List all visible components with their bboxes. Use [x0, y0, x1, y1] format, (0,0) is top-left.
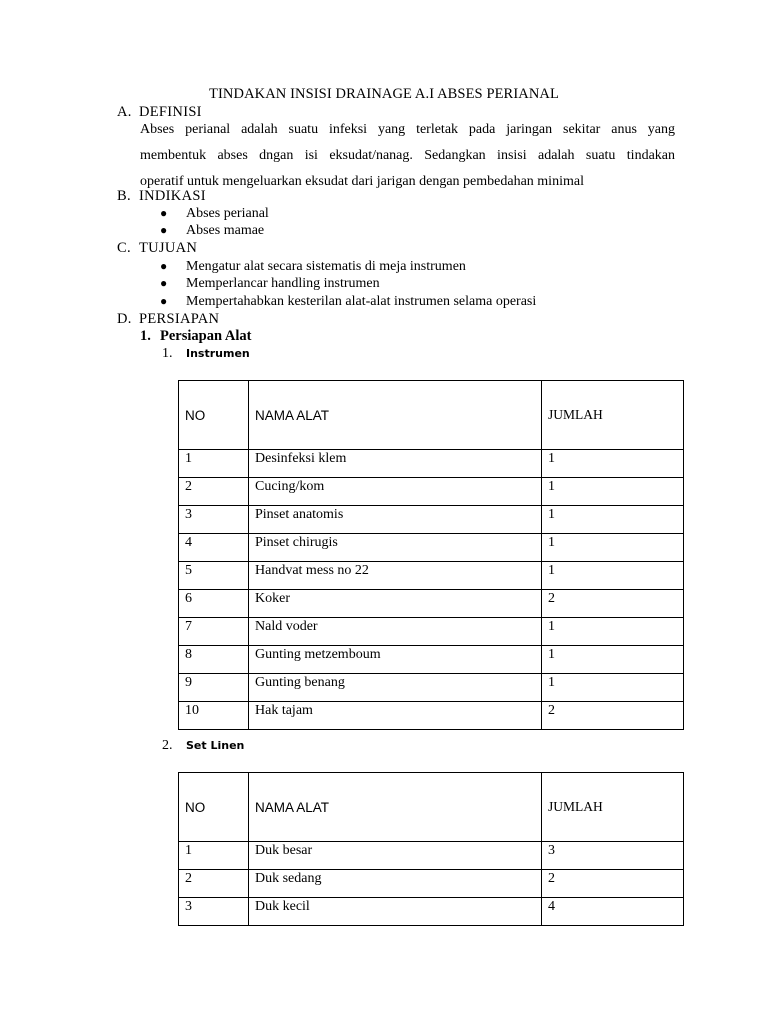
- cell-no: 2: [179, 870, 249, 898]
- cell-no: 2: [179, 478, 249, 506]
- section-c-title: TUJUAN: [139, 240, 198, 256]
- header-nama-alat: NAMA ALAT: [249, 381, 542, 450]
- list-item: [160, 206, 269, 222]
- list-item: [160, 294, 536, 310]
- cell-no: 7: [179, 618, 249, 646]
- table1-number: 1.: [162, 346, 173, 361]
- table-row: [179, 618, 684, 646]
- table-row: [179, 646, 684, 674]
- section-d-heading: [117, 311, 219, 328]
- cell-no: 6: [179, 590, 249, 618]
- cell-jumlah: 3: [542, 842, 684, 870]
- list-item-text: Abses perianal: [186, 206, 269, 221]
- header-jumlah: JUMLAH: [542, 381, 684, 450]
- section-b-title: INDIKASI: [139, 188, 206, 204]
- cell-no: 8: [179, 646, 249, 674]
- cell-nama-alat: Koker: [249, 590, 542, 618]
- section-b-letter: B.: [117, 188, 131, 204]
- cell-jumlah: 1: [542, 618, 684, 646]
- cell-jumlah: 2: [542, 870, 684, 898]
- cell-jumlah: 2: [542, 590, 684, 618]
- header-no: NO: [179, 773, 249, 842]
- list-item: [160, 259, 466, 275]
- cell-jumlah: 1: [542, 674, 684, 702]
- cell-jumlah: 1: [542, 450, 684, 478]
- cell-nama-alat: Duk kecil: [249, 898, 542, 926]
- table-row: [179, 590, 684, 618]
- cell-no: 3: [179, 506, 249, 534]
- section-d-letter: D.: [117, 311, 132, 327]
- cell-jumlah: 1: [542, 478, 684, 506]
- subsection-heading: [140, 328, 251, 345]
- definition-paragraph: [140, 117, 675, 195]
- list-item-text: Mempertahabkan kesterilan alat-alat instrumen selama operasi: [186, 294, 537, 309]
- cell-jumlah: 4: [542, 898, 684, 926]
- cell-no: 9: [179, 674, 249, 702]
- bullet-icon: ●: [160, 294, 168, 308]
- header-nama-alat: NAMA ALAT: [249, 773, 542, 842]
- cell-no: 5: [179, 562, 249, 590]
- table-row: [179, 898, 684, 926]
- cell-no: 1: [179, 450, 249, 478]
- table1-caption: [162, 346, 250, 362]
- bullet-icon: ●: [160, 206, 168, 220]
- table-row: [179, 478, 684, 506]
- table2-number: 2.: [162, 738, 173, 753]
- cell-no: 3: [179, 898, 249, 926]
- cell-nama-alat: Handvat mess no 22: [249, 562, 542, 590]
- bullet-icon: ●: [160, 276, 168, 290]
- table-row: [179, 674, 684, 702]
- table-row: [179, 870, 684, 898]
- header-jumlah: JUMLAH: [542, 773, 684, 842]
- subsection-number: 1.: [140, 328, 151, 344]
- section-c-heading: [117, 240, 197, 257]
- list-item-text: Memperlancar handling instrumen: [186, 276, 380, 291]
- section-b-heading: [117, 188, 206, 205]
- table-row: [179, 450, 684, 478]
- cell-nama-alat: Desinfeksi klem: [249, 450, 542, 478]
- table-header-row: [179, 381, 684, 450]
- cell-nama-alat: Gunting metzemboum: [249, 646, 542, 674]
- table1-label: Instrumen: [186, 347, 250, 360]
- table-row: [179, 562, 684, 590]
- definition-line: membentuk abses dngan isi eksudat/nanag. Sedangkan insisi adalah suatu tindakan: [140, 148, 675, 163]
- table-row: [179, 534, 684, 562]
- cell-no: 10: [179, 702, 249, 730]
- linen-table: [178, 772, 684, 926]
- list-item-text: Abses mamae: [186, 223, 265, 238]
- cell-nama-alat: Duk besar: [249, 842, 542, 870]
- table2-caption: [162, 738, 244, 754]
- section-a-letter: A.: [117, 104, 132, 120]
- bullet-icon: ●: [160, 223, 168, 237]
- cell-nama-alat: Gunting benang: [249, 674, 542, 702]
- subsection-title: Persiapan Alat: [160, 328, 252, 344]
- table-row: [179, 842, 684, 870]
- section-c-letter: C.: [117, 240, 131, 256]
- table-row: [179, 702, 684, 730]
- table-header-row: [179, 773, 684, 842]
- cell-jumlah: 2: [542, 702, 684, 730]
- cell-nama-alat: Cucing/kom: [249, 478, 542, 506]
- list-item: [160, 223, 264, 239]
- cell-jumlah: 1: [542, 646, 684, 674]
- cell-nama-alat: Pinset anatomis: [249, 506, 542, 534]
- cell-jumlah: 1: [542, 562, 684, 590]
- table-row: [179, 506, 684, 534]
- cell-no: 4: [179, 534, 249, 562]
- definition-line: operatif untuk mengeluarkan eksudat dari jarigan dengan pembedahan minimal: [140, 174, 584, 189]
- cell-nama-alat: Pinset chirugis: [249, 534, 542, 562]
- cell-jumlah: 1: [542, 506, 684, 534]
- document-title: TINDAKAN INSISI DRAINAGE A.I ABSES PERIANAL: [209, 86, 559, 102]
- section-a-title: DEFINISI: [139, 104, 202, 120]
- bullet-icon: ●: [160, 259, 168, 273]
- instrument-table: [178, 380, 684, 730]
- header-no: NO: [179, 381, 249, 450]
- cell-no: 1: [179, 842, 249, 870]
- cell-nama-alat: Duk sedang: [249, 870, 542, 898]
- cell-jumlah: 1: [542, 534, 684, 562]
- section-d-title: PERSIAPAN: [139, 311, 220, 327]
- list-item-text: Mengatur alat secara sistematis di meja instrumen: [186, 259, 466, 274]
- table2-label: Set Linen: [186, 739, 245, 752]
- cell-nama-alat: Hak tajam: [249, 702, 542, 730]
- cell-nama-alat: Nald voder: [249, 618, 542, 646]
- definition-line: Abses perianal adalah suatu infeksi yang terletak pada jaringan sekitar anus yang: [140, 122, 675, 137]
- list-item: [160, 276, 380, 292]
